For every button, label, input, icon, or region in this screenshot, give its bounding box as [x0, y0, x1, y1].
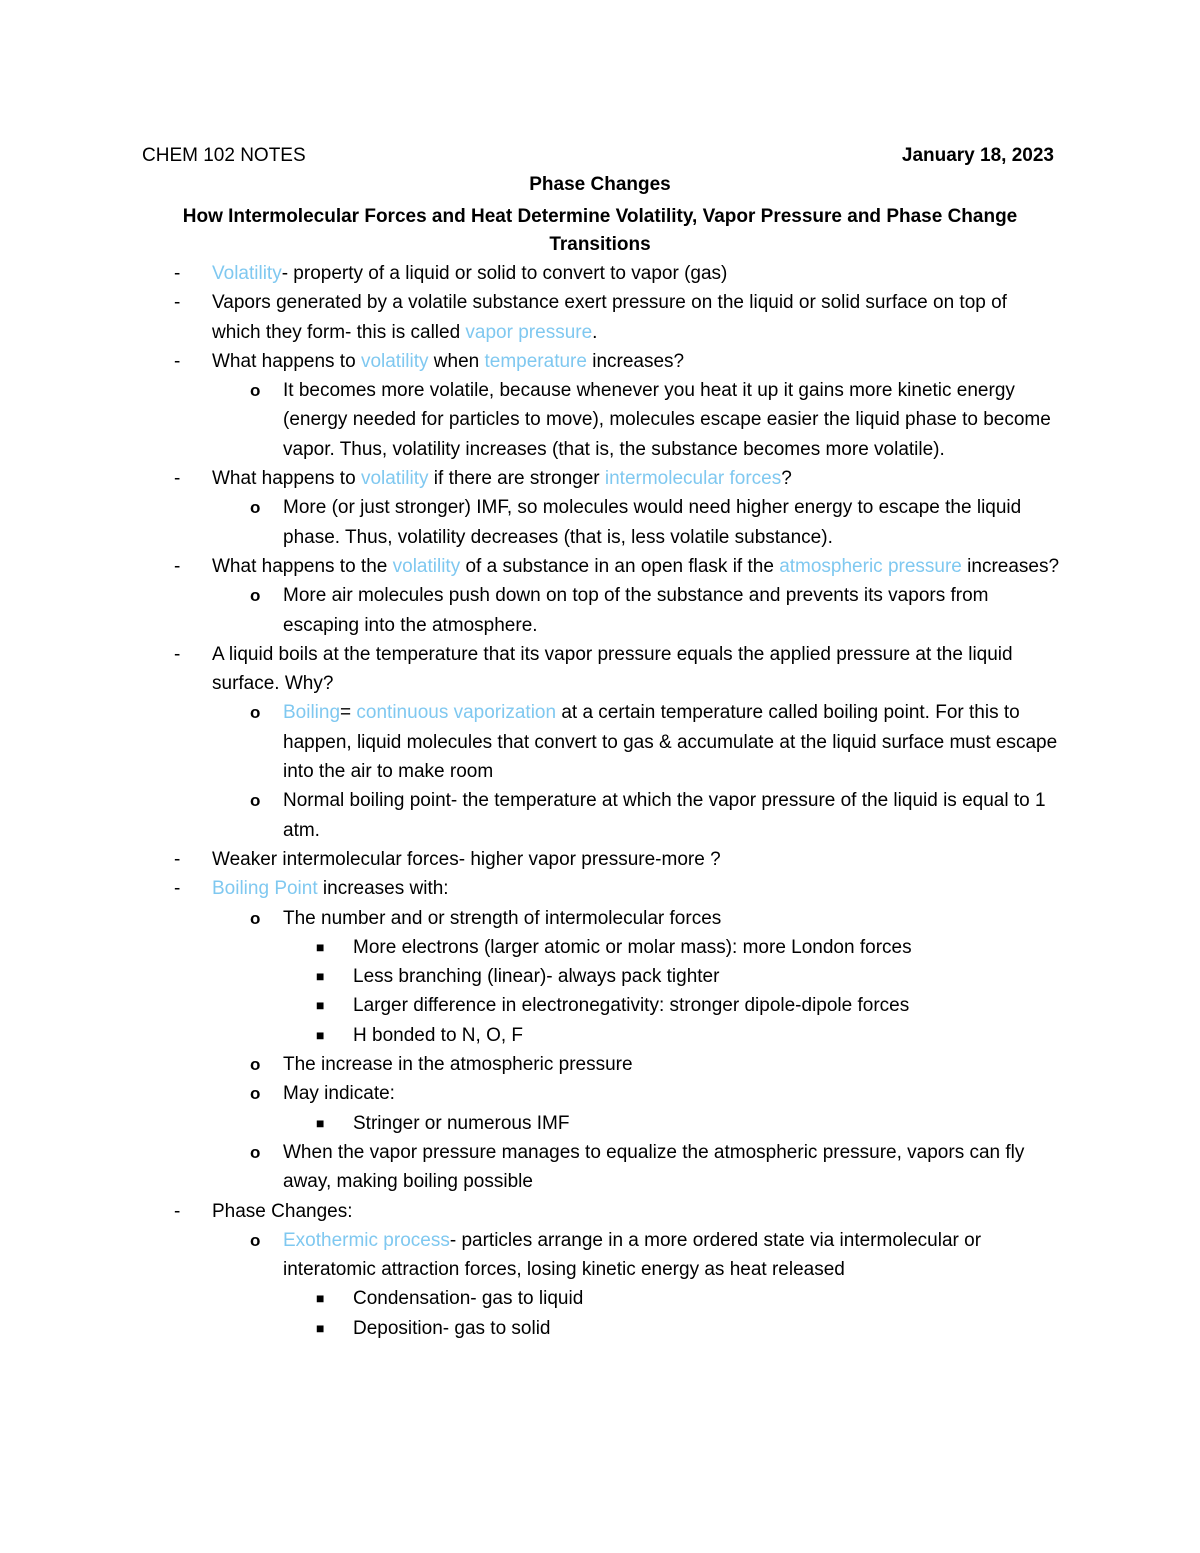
sub-sub-bullet	[0, 1021, 1053, 1050]
course-label: CHEM 102 NOTES	[142, 145, 306, 166]
bullet-text: Deposition- gas to solid	[353, 1317, 551, 1339]
bullet-imf-question	[0, 464, 1060, 493]
bullet-text: increases?	[961, 555, 1060, 577]
bullet-text: =	[340, 702, 357, 724]
bullet-text: What happens to the	[212, 555, 393, 577]
bullet-text: Stringer or numerous IMF	[353, 1112, 570, 1134]
sub-bullet	[0, 1226, 1061, 1285]
term-continuous-vaporization: continuous vaporization	[356, 702, 557, 724]
bullet-text: Larger difference in electronegativity: stronger dipole-dipole forces	[353, 995, 910, 1017]
bullet-volatility	[0, 259, 1060, 288]
page-title: Phase Changes	[529, 174, 671, 195]
term-volatility: volatility	[392, 555, 461, 577]
term-atmospheric-pressure: atmospheric pressure	[779, 555, 962, 577]
bullet-text: Vapors generated by a volatile substance exert pressure on the liquid or solid surface on top of which they form- this is called	[212, 292, 1007, 343]
bullet-text: What happens to	[212, 468, 361, 490]
bullet-text: H bonded to N, O, F	[353, 1024, 524, 1046]
bullet-text: Weaker intermolecular forces- higher vapor pressure-more ?	[212, 848, 721, 870]
sub-bullet	[0, 786, 1061, 845]
bullet-text: A liquid boils at the temperature that its vapor pressure equals the applied pressure at the liquid surface. Why?	[212, 643, 1013, 695]
bullet-text: if there are stronger	[428, 468, 605, 490]
sub-bullet	[0, 1079, 1061, 1108]
sub-bullet	[0, 581, 1061, 640]
dash-marker: -	[174, 643, 181, 665]
circle-marker: o	[250, 1142, 261, 1162]
page-subtitle: How Intermolecular Forces and Heat Determine Volatility, Vapor Pressure and Phase Change Transitions	[182, 206, 1018, 255]
bullet-weaker-imf	[0, 845, 1060, 874]
circle-marker: o	[250, 586, 261, 606]
circle-marker: o	[250, 381, 261, 401]
square-marker: ■	[316, 1114, 325, 1131]
bullet-text: More electrons (larger atomic or molar mass): more London forces	[353, 936, 912, 958]
circle-marker: o	[250, 791, 261, 811]
sub-sub-bullet	[0, 1314, 1053, 1343]
bullet-boiling-point	[0, 874, 1060, 903]
sub-sub-bullet	[0, 962, 1053, 991]
bullet-text: Phase Changes:	[212, 1200, 353, 1222]
square-marker: ■	[316, 1026, 325, 1043]
sub-bullet	[0, 904, 1061, 933]
bullet-text: of a substance in an open flask if the	[460, 555, 780, 577]
circle-marker: o	[250, 498, 261, 518]
sub-bullet	[0, 493, 1061, 552]
circle-marker: o	[250, 908, 261, 928]
dash-marker: -	[174, 292, 181, 314]
circle-marker: o	[250, 1084, 261, 1104]
bullet-text: - particles arrange in a more ordered state via intermolecular or interatomic attraction forces, losing kinetic energy as heat released	[283, 1229, 982, 1281]
bullet-text: More air molecules push down on top of the substance and prevents its vapors from escaping into the atmosphere.	[283, 585, 989, 636]
bullet-temperature-question	[0, 347, 1060, 376]
sub-sub-bullet	[0, 933, 1053, 962]
bullet-text: Normal boiling point- the temperature at which the vapor pressure of the liquid is equal to 1 atm.	[283, 790, 1046, 841]
dash-marker: -	[174, 468, 181, 490]
term-vapor-pressure: vapor pressure	[465, 321, 593, 343]
dash-marker: -	[174, 263, 181, 284]
dash-marker: -	[174, 878, 181, 900]
term-volatility: volatility	[360, 350, 429, 372]
sub-sub-bullet	[0, 1109, 1053, 1138]
dash-marker: -	[174, 350, 181, 372]
dash-marker: -	[174, 555, 181, 577]
bullet-vapor-pressure	[0, 288, 1060, 347]
bullet-text: The number and or strength of intermolecular forces	[283, 907, 722, 929]
bullet-text: increases with:	[317, 878, 449, 900]
bullet-boiling	[0, 640, 1060, 699]
term-volatility: Volatility	[212, 263, 282, 284]
square-marker: ■	[316, 997, 325, 1014]
term-intermolecular-forces: intermolecular forces	[604, 468, 782, 490]
square-marker: ■	[316, 938, 325, 955]
notes-list	[0, 259, 1200, 1343]
square-marker: ■	[316, 1290, 325, 1307]
bullet-text: Less branching (linear)- always pack tighter	[353, 966, 720, 988]
dash-marker: -	[174, 848, 181, 870]
date-label: January 18, 2023	[901, 145, 1054, 166]
sub-bullet	[0, 376, 1061, 464]
bullet-text: What happens to	[212, 350, 361, 372]
bullet-text: at a certain temperature called boiling point. For this to happen, liquid molecules that convert to gas & accumulate at the liquid surface must escape into the air to make room	[283, 702, 1058, 783]
bullet-text: increases?	[586, 350, 685, 372]
bullet-atmospheric-question	[0, 552, 1060, 581]
bullet-text: When the vapor pressure manages to equalize the atmospheric pressure, vapors can fly away, making boiling possible	[283, 1141, 1025, 1193]
bullet-text: Condensation- gas to liquid	[353, 1288, 584, 1310]
bullet-text: .	[592, 321, 598, 343]
term-temperature: temperature	[484, 350, 587, 372]
circle-marker: o	[250, 1055, 261, 1075]
circle-marker: o	[250, 1230, 261, 1250]
term-boiling: Boiling	[283, 702, 341, 724]
bullet-phase-changes	[0, 1197, 1060, 1226]
sub-bullet	[0, 1138, 1061, 1197]
term-volatility: volatility	[360, 468, 429, 490]
term-boiling-point: Boiling Point	[212, 878, 318, 900]
square-marker: ■	[316, 1319, 325, 1336]
bullet-text: The increase in the atmospheric pressure	[283, 1054, 633, 1076]
bullet-text: ?	[781, 468, 792, 490]
bullet-text: - property of a liquid or solid to convert to vapor (gas)	[281, 263, 728, 284]
sub-bullet	[0, 698, 1061, 786]
dash-marker: -	[174, 1200, 181, 1222]
square-marker: ■	[316, 968, 325, 985]
bullet-text: More (or just stronger) IMF, so molecules would need higher energy to escape the liquid phase. Thus, volatility decreases (that is, less volatile substance).	[283, 497, 1022, 548]
sub-sub-bullet	[0, 1284, 1053, 1313]
term-exothermic-process: Exothermic process	[283, 1229, 450, 1251]
sub-bullet	[0, 1050, 1061, 1079]
bullet-text: May indicate:	[283, 1083, 395, 1105]
sub-sub-bullet	[0, 991, 1053, 1020]
circle-marker: o	[250, 703, 261, 723]
bullet-text: It becomes more volatile, because whenever you heat it up it gains more kinetic energy (energy needed for particles to move), molecules escape easier the liquid phase to become vapor. Thus, volatility increases (that is, the substance becomes more volatile).	[283, 380, 1051, 460]
bullet-text: when	[428, 350, 485, 372]
